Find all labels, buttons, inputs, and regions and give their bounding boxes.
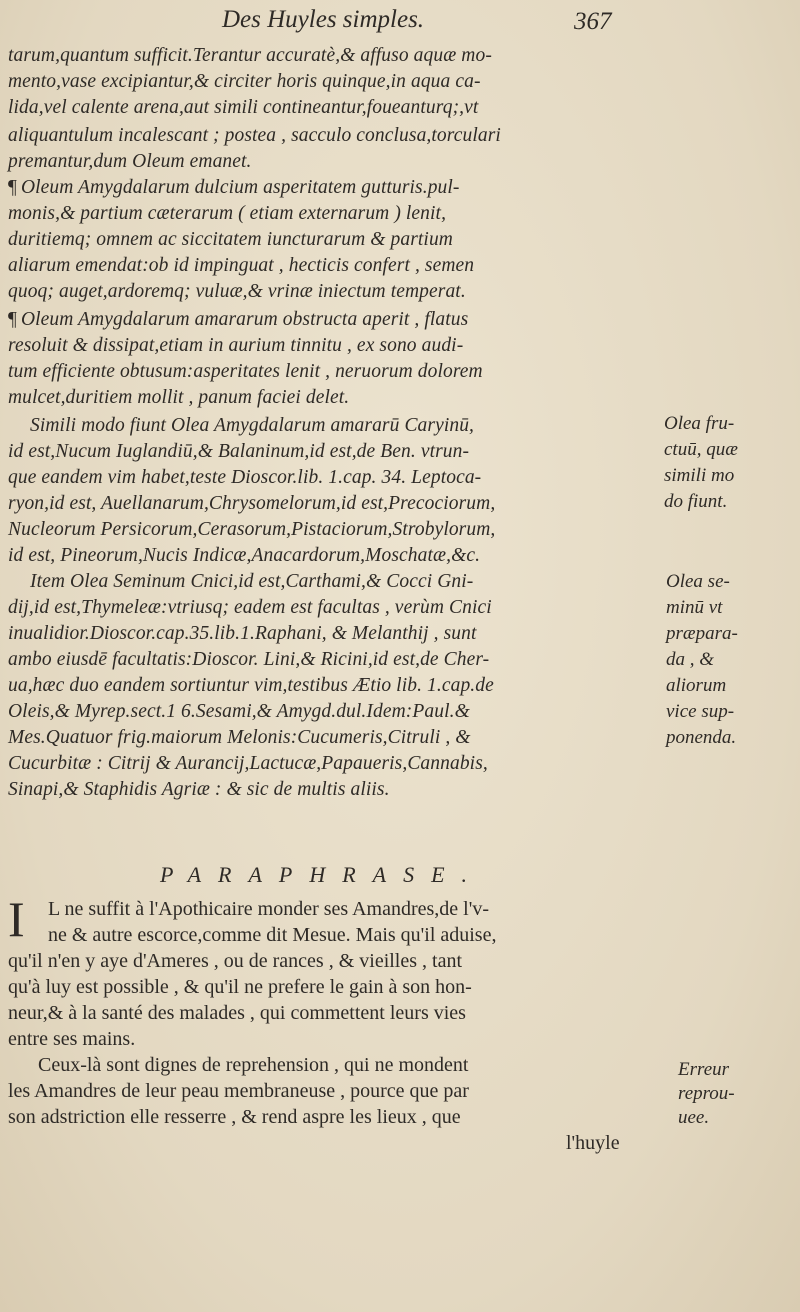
french-line: qu'il n'en y aye d'Ameres , ou de rances , & vieilles , tant xyxy=(8,950,463,972)
margin-note: præpara- xyxy=(666,623,738,644)
latin-line: resoluit & dissipat,etiam in aurium tinnitu , ex sono audi- xyxy=(8,335,464,356)
latin-line: quoq; auget,ardoremq; vuluæ,& vrinæ iniectum temperat. xyxy=(8,281,466,302)
latin-line: tum efficiente obtusum:asperitates lenit , neruorum dolorem xyxy=(8,361,483,382)
margin-note: vice sup- xyxy=(666,701,735,722)
margin-note: Olea fru- xyxy=(664,413,735,434)
margin-note: ctuū, quæ xyxy=(664,439,738,460)
running-head: Des Huyles simples. xyxy=(222,6,425,33)
margin-note: reprou- xyxy=(678,1083,735,1104)
french-line: son adstriction elle resserre , & rend aspre les lieux , que xyxy=(8,1106,461,1128)
paragraph-mark: ¶ xyxy=(8,177,17,198)
latin-line: ryon,id est, Auellanarum,Chrysomelorum,id est,Precociorum, xyxy=(8,493,496,514)
latin-line: lida,vel calente arena,aut simili contineantur,foueanturq;,vt xyxy=(8,97,479,118)
margin-note: Erreur xyxy=(678,1059,730,1080)
margin-note: minū vt xyxy=(666,597,723,618)
margin-note: da , & xyxy=(666,649,715,670)
drop-cap: I xyxy=(8,891,25,947)
page-number: 367 xyxy=(574,8,612,35)
french-line: neur,& à la santé des malades , qui commettent leurs vies xyxy=(8,1002,466,1024)
latin-line: dij,id est,Thymeleæ:vtriusq; eadem est facultas , verùm Cnici xyxy=(8,597,492,618)
latin-line: que eandem vim habet,teste Dioscor.lib. 1.cap. 34. Leptoca- xyxy=(8,467,482,488)
latin-line: Oleum Amygdalarum dulcium asperitatem gutturis.pul- xyxy=(20,177,460,198)
latin-line: premantur,dum Oleum emanet. xyxy=(8,151,252,172)
latin-line: Cucurbitæ : Citrij & Aurancij,Lactucæ,Papaueris,Cannabis, xyxy=(8,753,488,774)
french-line: qu'à luy est possible , & qu'il ne prefere le gain à son hon- xyxy=(8,976,472,998)
latin-line: inualidior.Dioscor.cap.35.lib.1.Raphani, & Melanthij , sunt xyxy=(8,623,477,644)
french-line: les Amandres de leur peau membraneuse , pource que par xyxy=(8,1080,469,1102)
latin-line: aliquantulum incalescant ; postea , sacculo conclusa,torculari xyxy=(8,125,501,146)
latin-paragraph-start xyxy=(8,308,468,332)
latin-paragraph-start xyxy=(8,176,460,200)
french-line: ne & autre escorce,comme dit Mesue. Mais qu'il aduise, xyxy=(48,924,497,946)
latin-line: Oleum Amygdalarum amararum obstructa aperit , flatus xyxy=(20,309,469,330)
latin-line: Mes.Quatuor frig.maiorum Melonis:Cucumeris,Citruli , & xyxy=(8,727,471,748)
latin-line: Item Olea Seminum Cnici,id est,Carthami,& Cocci Gni- xyxy=(30,571,474,592)
french-line: l'huyle xyxy=(566,1132,620,1154)
latin-line: tarum,quantum sufficit.Terantur accuratè,& affuso aquæ mo- xyxy=(8,45,492,66)
latin-line: id est,Nucum Iuglandiū,& Balaninum,id est,de Ben. vtrun- xyxy=(8,441,470,462)
latin-line: Sinapi,& Staphidis Agriæ : & sic de multis aliis. xyxy=(8,779,390,800)
margin-note: Olea se- xyxy=(666,571,730,592)
latin-line: aliarum emendat:ob id impinguat , hecticis confert , semen xyxy=(8,255,475,276)
latin-line: Oleis,& Myrep.sect.1 6.Sesami,& Amygd.dul.Idem:Paul.& xyxy=(8,701,470,722)
french-line: Ceux-là sont dignes de reprehension , qui ne mondent xyxy=(38,1054,469,1076)
latin-line: mulcet,duritiem mollit , panum faciei delet. xyxy=(8,387,350,408)
french-line: entre ses mains. xyxy=(8,1028,136,1050)
margin-note: ponenda. xyxy=(666,727,737,748)
latin-line: mento,vase excipiantur,& circiter horis quinque,in aqua ca- xyxy=(8,71,481,92)
latin-line: monis,& partium cæterarum ( etiam externarum ) lenit, xyxy=(8,203,447,224)
paragraph-mark: ¶ xyxy=(8,309,17,330)
section-heading: PARAPHRASE. xyxy=(160,862,485,887)
latin-line: duritiemq; omnem ac siccitatem iuncturarum & partium xyxy=(8,229,453,250)
margin-note: do fiunt. xyxy=(664,491,728,512)
latin-line: Simili modo fiunt Olea Amygdalarum amararū Caryinū, xyxy=(30,415,475,436)
margin-note: aliorum xyxy=(666,675,727,696)
latin-line: ambo eiusdē facultatis:Dioscor. Lini,& Ricini,id est,de Cher- xyxy=(8,649,490,670)
latin-line: Nucleorum Persicorum,Cerasorum,Pistaciorum,Strobylorum, xyxy=(8,519,496,540)
french-line: L ne suffit à l'Apothicaire monder ses Amandres,de l'v- xyxy=(48,898,489,920)
margin-note: uee. xyxy=(678,1107,710,1128)
margin-note: simili mo xyxy=(664,465,735,486)
latin-line: ua,hæc duo eandem sortiuntur vim,testibus Ætio lib. 1.cap.de xyxy=(8,675,494,696)
latin-line: id est, Pineorum,Nucis Indicæ,Anacardorum,Moschatæ,&c. xyxy=(8,545,481,566)
